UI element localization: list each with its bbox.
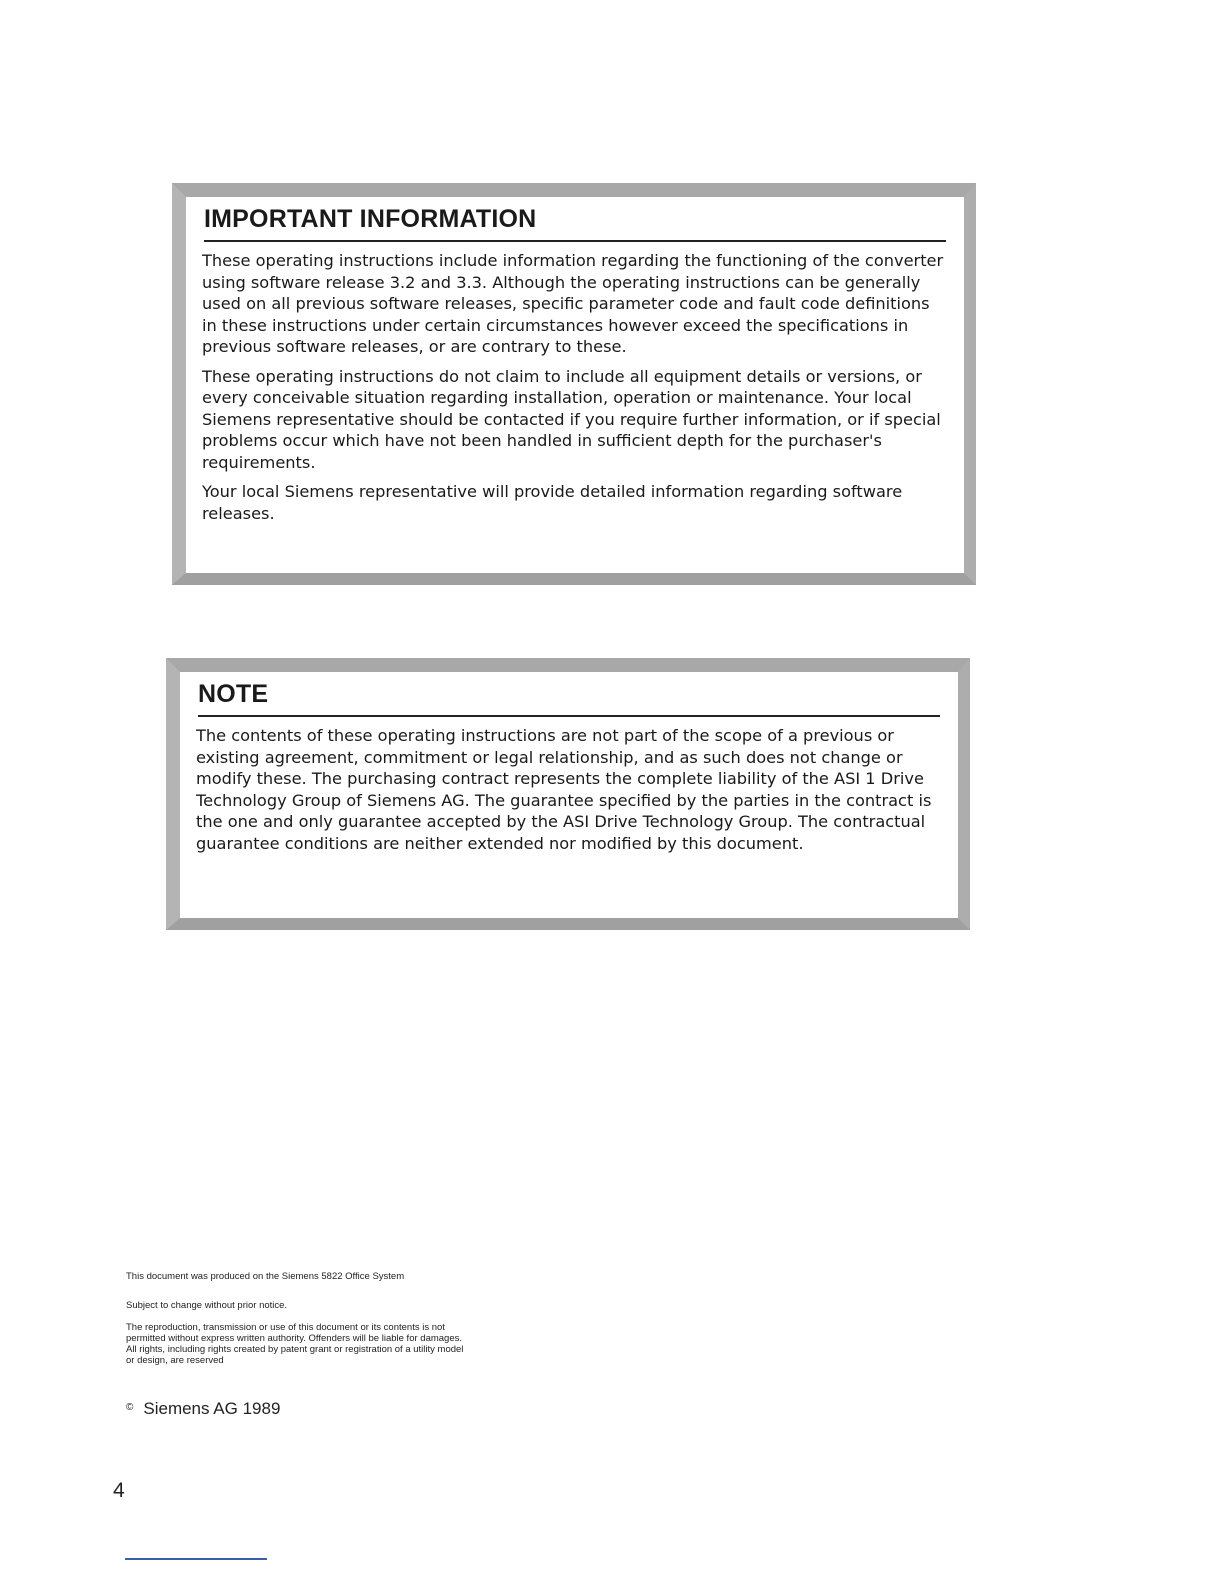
copyright-symbol: ©	[126, 1402, 134, 1413]
footer-subject-notice: Subject to change without prior notice.	[126, 1300, 288, 1311]
footer-reproduction-notice: The reproduction, transmission or use of this document or its contents is not permitted without express written authority. Offenders will be liable for damages. All rights, including rights created by patent grant or registration of a utility model or design, are reserved	[126, 1322, 464, 1366]
note-box	[166, 658, 970, 930]
important-paragraph-2: These operating instructions do not claim to include all equipment details or versions, or every conceivable situation regarding installation, operation or maintenance. Your local Siemens representative should be contacted if you require further information, or if special problems occur which have not been handled in sufficient depth for the purchaser's requirements.	[202, 366, 941, 472]
important-information-content	[202, 205, 946, 524]
important-information-title: IMPORTANT INFORMATION	[204, 205, 946, 242]
note-content	[196, 680, 940, 854]
important-information-box	[172, 183, 976, 585]
footer-produced-notice: This document was produced on the Siemens 5822 Office System	[126, 1271, 405, 1282]
page-number: 4	[113, 1479, 125, 1502]
important-paragraph-1: These operating instructions include information regarding the functioning of the converter using software release 3.2 and 3.3. Although the operating instructions can be generally used on all previous software releases, specific parameter code and fault code definitions in these instructions under certain circumstances however exceed the specifications in previous software releases, or are contrary to these.	[202, 251, 944, 356]
important-paragraph-3: Your local Siemens representative will provide detailed information regarding software releases.	[202, 482, 903, 523]
note-title: NOTE	[198, 680, 940, 717]
copyright-line	[126, 1399, 280, 1419]
note-paragraph: The contents of these operating instructions are not part of the scope of a previous or existing agreement, commitment or legal relationship, and as such does not change or modify these. The purchasing contract represents the complete liability of the ASI 1 Drive Technology Group of Siemens AG. The guarantee specified by the parties in the contract is the one and only guarantee accepted by the ASI Drive Technology Group. The contractual guarantee conditions are neither extended nor modified by this document.	[196, 726, 932, 853]
copyright-text: Siemens AG 1989	[143, 1399, 281, 1418]
footer-rule	[125, 1558, 267, 1560]
